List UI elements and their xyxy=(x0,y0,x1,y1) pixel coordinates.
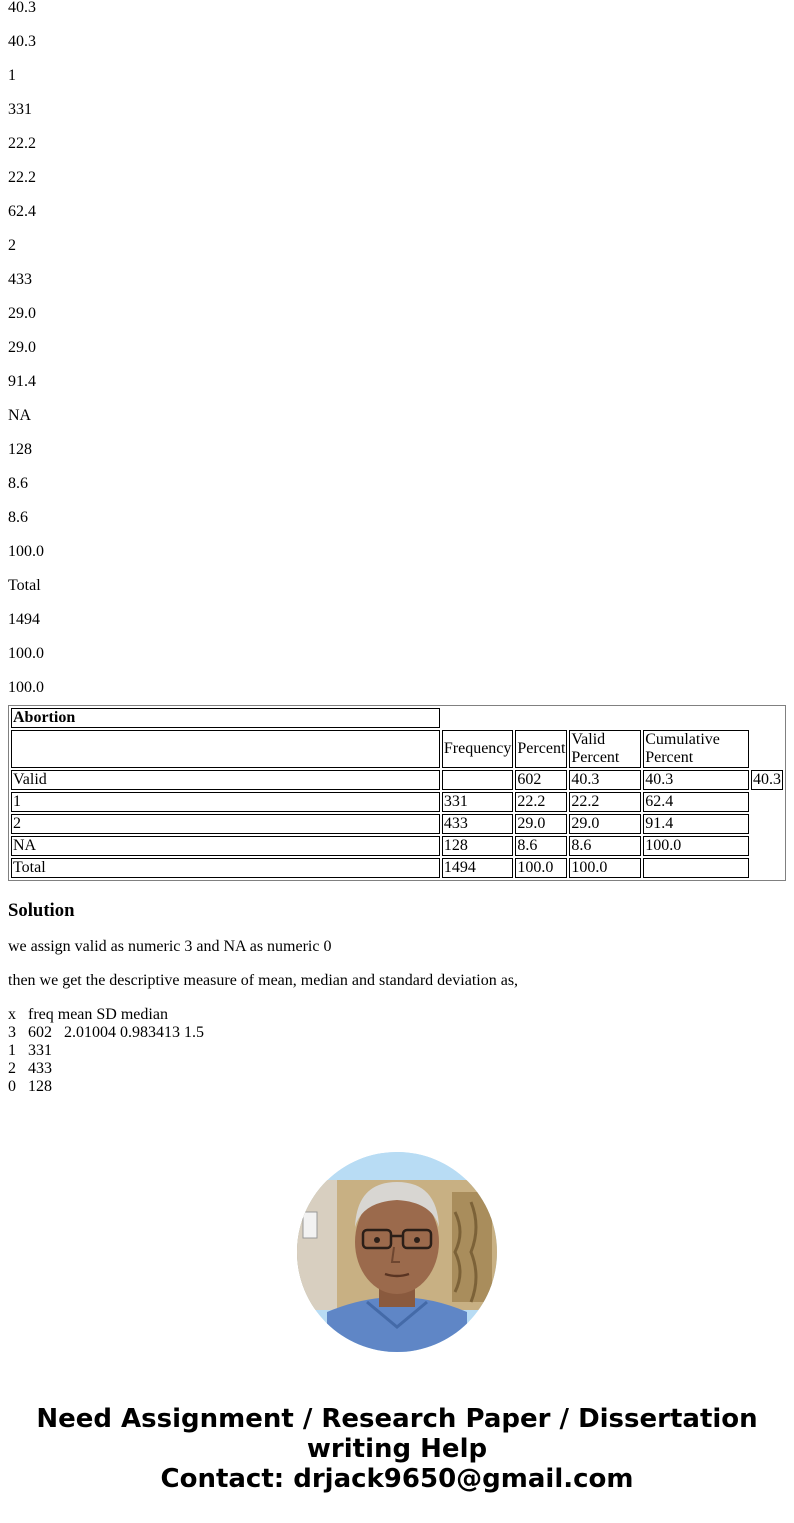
value-item: 40.3 xyxy=(8,0,36,16)
cell-frequency: 433 xyxy=(442,814,514,834)
cell-cumulative-percent: 91.4 xyxy=(643,814,749,834)
value-item: 1 xyxy=(8,67,16,84)
promo-line: Need Assignment / Research Paper / Dissertation xyxy=(36,1404,758,1434)
value-list xyxy=(8,0,786,697)
value-item: 40.3 xyxy=(8,33,36,50)
value-item: Total xyxy=(8,577,41,594)
header-frequency: Frequency xyxy=(442,730,514,768)
cell-valid-percent: 29.0 xyxy=(569,814,641,834)
header-blank-cell xyxy=(11,730,440,768)
row-label: Total xyxy=(11,858,440,878)
cell-frequency: 128 xyxy=(442,836,514,856)
row-label: NA xyxy=(11,836,440,856)
avatar-portrait xyxy=(297,1152,497,1352)
row-label: Valid xyxy=(11,770,440,790)
cell-frequency xyxy=(442,770,514,790)
table-title-row xyxy=(11,708,783,728)
cell-percent: 29.0 xyxy=(515,814,567,834)
header-percent: Percent xyxy=(515,730,567,768)
table-row xyxy=(11,792,783,812)
table-row xyxy=(11,770,783,790)
row-label: 1 xyxy=(11,792,440,812)
value-item: 1494 xyxy=(8,611,40,628)
value-item: 91.4 xyxy=(8,373,36,390)
header-cumulative-percent: Cumulative Percent xyxy=(643,730,749,768)
cell-cumulative-percent: 100.0 xyxy=(643,836,749,856)
cell-cumulative-percent: 40.3 xyxy=(643,770,749,790)
value-item: 8.6 xyxy=(8,509,28,526)
solution-text-2: then we get the descriptive measure of mean, median and standard deviation as, xyxy=(8,972,519,989)
row-label: 2 xyxy=(11,814,440,834)
contact-email: Contact: drjack9650@gmail.com xyxy=(160,1464,634,1494)
cell-valid-percent: 22.2 xyxy=(569,792,641,812)
value-item: NA xyxy=(8,407,32,424)
value-item: 22.2 xyxy=(8,135,36,152)
value-item: 29.0 xyxy=(8,339,36,356)
avatar xyxy=(297,1152,497,1352)
stats-output: x freq mean SD median 3 602 2.01004 0.983413 1.5 1 331 2 433 0 128 xyxy=(8,1006,204,1095)
cell-percent: 602 xyxy=(515,770,567,790)
table-row xyxy=(11,836,783,856)
solution-heading: Solution xyxy=(8,900,75,921)
value-item: 22.2 xyxy=(8,169,36,186)
cell-cumulative-percent xyxy=(643,858,749,878)
value-item: 62.4 xyxy=(8,203,36,220)
promo-banner xyxy=(0,1404,794,1494)
value-item: 100.0 xyxy=(8,645,44,662)
solution-text-1: we assign valid as numeric 3 and NA as numeric 0 xyxy=(8,938,332,955)
value-item: 100.0 xyxy=(8,543,44,560)
table-row xyxy=(11,858,783,878)
cell-frequency: 1494 xyxy=(442,858,514,878)
cell-valid-percent: 8.6 xyxy=(569,836,641,856)
value-item: 128 xyxy=(8,441,32,458)
cell-percent: 100.0 xyxy=(515,858,567,878)
cell-frequency: 331 xyxy=(442,792,514,812)
cell-percent: 8.6 xyxy=(515,836,567,856)
cell-extra: 40.3 xyxy=(753,771,781,788)
cell-cumulative-percent: 62.4 xyxy=(643,792,749,812)
header-valid-percent: Valid Percent xyxy=(569,730,641,768)
value-item: 8.6 xyxy=(8,475,28,492)
table-header-row xyxy=(11,730,783,768)
value-item: 100.0 xyxy=(8,679,44,696)
value-item: 331 xyxy=(8,101,32,118)
table-title: Abortion xyxy=(11,708,440,728)
value-item: 2 xyxy=(8,237,16,254)
value-item: 29.0 xyxy=(8,305,36,322)
frequency-table xyxy=(8,705,786,881)
table-row xyxy=(11,814,783,834)
cell-valid-percent: 40.3 xyxy=(569,770,641,790)
cell-percent: 22.2 xyxy=(515,792,567,812)
promo-line: writing Help xyxy=(306,1434,488,1464)
value-item: 433 xyxy=(8,271,32,288)
cell-valid-percent: 100.0 xyxy=(569,858,641,878)
